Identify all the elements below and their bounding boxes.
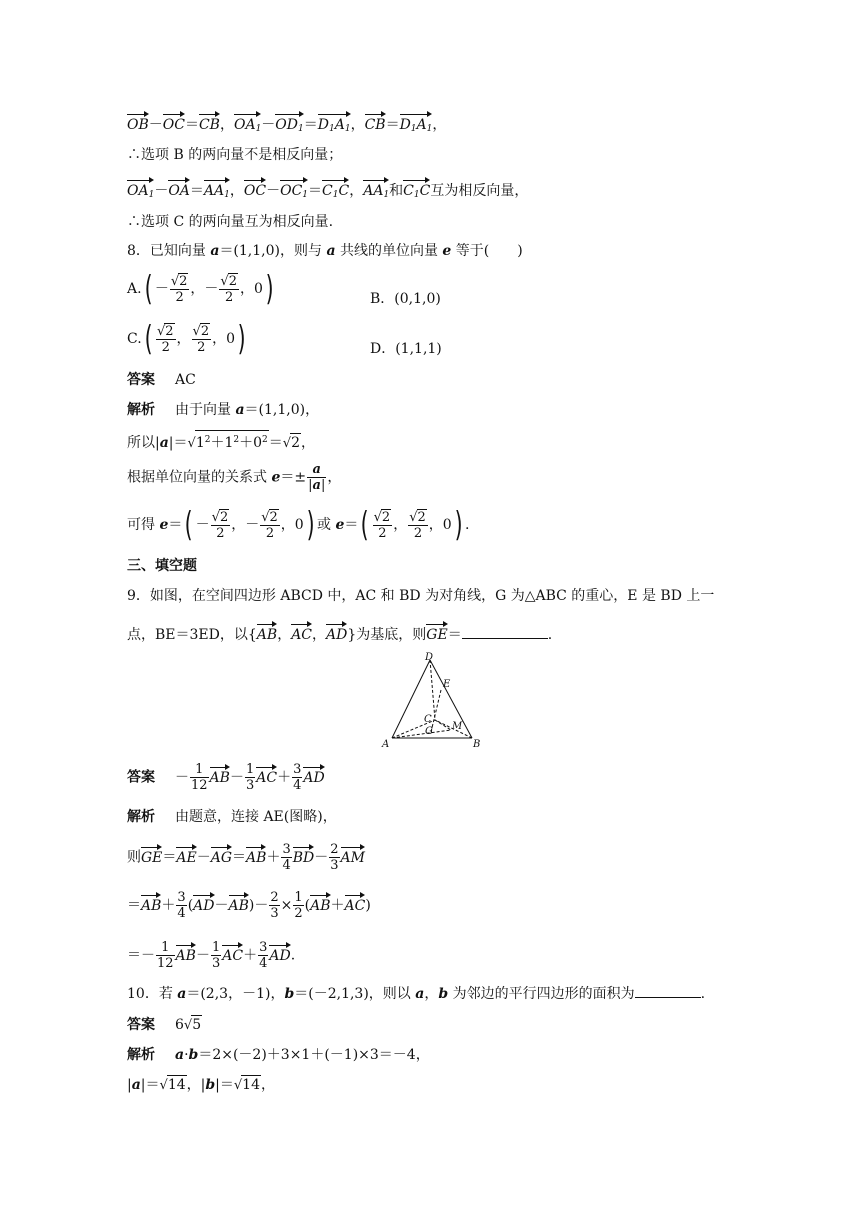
vector-OB: OB (127, 112, 149, 134)
line-3: $OA_1-OA=AA_1$，$OC-OC_1=C_1C$，$AA_1$和$C_1C$互为相反向量， (127, 178, 528, 204)
q8-analysis-1: 解析 由于向量 a＝(1,1,0)， (127, 401, 320, 418)
q8-answer: 答案 AC (127, 371, 196, 388)
q9-analysis-4: ＝－ $\frac{1}{12}$ AB－ $\frac{1}{3}$ AC＋ $\frac{3}{4}$ AD. (127, 940, 296, 971)
q9-stem-1: 9．如图，在空间四边形 ABCD 中，AC 和 BD 为对角线，G 为△ABC 的重心，E 是 BD 上一 (127, 588, 715, 604)
q10-answer: 答案 6√5 (127, 1016, 202, 1033)
label-B: B (473, 739, 481, 750)
q8-option-a: A.( － $\frac{√2}{2}$ ，－ $\frac{√2}{2}$ ，0) (127, 269, 274, 309)
q8-analysis-3: 根据单位向量的关系式 e＝± $\frac{a}{|a|}$ ， (127, 462, 342, 493)
and-text: 和 (389, 183, 404, 199)
line-1: OB－OC＝CB，$OA_1-OD_1=D_1A_1$，$CB=D_1A_1$， (127, 112, 446, 138)
line-2: ∴选项 B 的两向量不是相反向量； (127, 147, 343, 163)
q10-stem: 10．若 a＝(2,3，－1)，b＝(－2,1,3)，则以 a，b 为邻边的平行四边形的面积为 . (127, 986, 706, 1002)
q10-analysis-1: 解析 a·b＝2×(－2)＋3×1＋(－1)×3＝－4， (127, 1046, 430, 1063)
label-C: C (424, 714, 432, 725)
label-E: E (443, 679, 451, 690)
tetrahedron-figure (380, 650, 510, 750)
q8-option-c: C.( $\frac{√2}{2}$ ， $\frac{√2}{2}$ ，0) (127, 319, 246, 359)
vector-CB-2: CB (365, 112, 386, 134)
label-D: D (425, 652, 434, 663)
q9-analysis-1: 解析 由题意，连接 AE(图略)， (127, 808, 337, 825)
vector-OC1: $OC_1$ (280, 178, 308, 204)
q8-analysis-2: 所以$|a|=√1^2+1^2+0^2=√2$， (127, 430, 315, 453)
line-3-text: 互为相反向量， (430, 183, 529, 199)
vector-AA1: $AA_1$ (204, 178, 230, 204)
vector-OA1-b: $OA_1$ (127, 178, 154, 204)
q8-option-b: B．(0,1,0) (370, 291, 441, 307)
q9-analysis-2: 则GE＝AE－AG＝AB＋ $\frac{3}{4}$ BD－ $\frac{2}{3}$ AM (127, 842, 365, 873)
vector-D1A1: $D_1A_1$ (318, 112, 351, 138)
line-4: ∴选项 C 的两向量互为相反向量. (127, 214, 334, 230)
vector-C1C-b: $C_1C$ (403, 178, 430, 204)
q9-analysis-3: ＝AB＋ $\frac{3}{4}$ (AD－AB)－ $\frac{2}{3}$ × $\frac{1}{2}$ (AB＋AC) (127, 890, 371, 921)
vector-AA1-b: $AA_1$ (363, 178, 389, 204)
q10-blank (635, 997, 701, 998)
vector-OC-b: OC (244, 178, 266, 200)
section-3-heading: 三、填空题 (127, 557, 197, 573)
label-M: M (452, 721, 463, 732)
q9-blank (462, 638, 548, 639)
q9-answer: 答案 － $\frac{1}{12}$ AB－ $\frac{1}{3}$ AC＋ $\frac{3}{4}$ AD (127, 762, 325, 793)
label-G: G (425, 726, 433, 737)
q10-analysis-2: |a|＝√14，|b|＝√14， (127, 1077, 275, 1093)
q8-analysis-4: 可得 e＝( － $\frac{√2}{2}$ ，－ $\frac{√2}{2}$ ，0) 或 e＝( $\frac{√2}{2}$ ， $\frac{√2}{2}$ ，0) . (127, 505, 470, 545)
vector-CB: CB (199, 112, 220, 134)
q8-stem: 8．已知向量 a＝(1,1,0)，则与 a 共线的单位向量 e 等于( ) (127, 243, 523, 259)
q8-option-d: D．(1,1,1) (370, 341, 442, 357)
label-A: A (382, 739, 390, 750)
vector-OD1: $OD_1$ (275, 112, 303, 138)
vector-OA1: $OA_1$ (234, 112, 261, 138)
q9-stem-2: 点，BE＝3ED，以{AB，AC，AD}为基底，则GE＝ . (127, 622, 552, 644)
vector-OC: OC (163, 112, 185, 134)
vector-C1C: $C_1C$ (322, 178, 349, 204)
vector-D1A1-2: $D_1A_1$ (400, 112, 433, 138)
vector-OA: OA (168, 178, 190, 200)
